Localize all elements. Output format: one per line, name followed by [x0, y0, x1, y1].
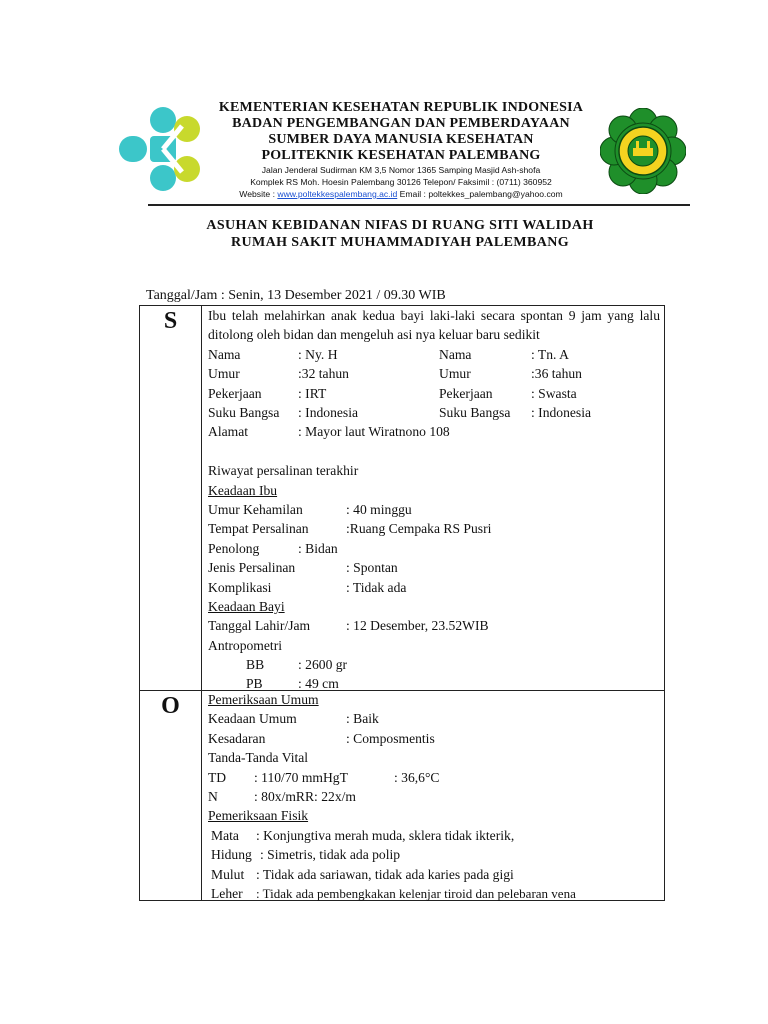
identity-row: [208, 345, 660, 364]
physical-value: : Tidak ada sariawan, tidak ada karies pada gigi: [256, 866, 514, 882]
history-title: [208, 461, 660, 480]
letterhead-line-2: BADAN PENGEMBANGAN DAN PEMBERDAYAAN: [232, 116, 570, 131]
mother-label: Komplikasi: [208, 579, 272, 595]
mother-label: Umur Kehamilan: [208, 501, 303, 517]
mother-value: :Ruang Cempaka RS Pusri: [346, 521, 492, 537]
identity-value: :36 tahun: [531, 366, 582, 382]
identity-label: Suku Bangsa: [208, 404, 280, 420]
identity-value: : Indonesia: [298, 404, 359, 420]
baby-heading: [208, 597, 660, 616]
objective-section: [208, 690, 660, 903]
letterhead-line-3: SUMBER DAYA MANUSIA KESEHATAN: [268, 132, 534, 147]
soap-table: [139, 305, 665, 901]
identity-label: Pekerjaan: [208, 385, 262, 401]
mother-label: Tempat Persalinan: [208, 521, 309, 537]
address-value: : Mayor laut Wiratnono 108: [298, 424, 450, 440]
birth-label: Tanggal Lahir/Jam: [208, 618, 311, 634]
history-title-text: Riwayat persalinan terakhir: [208, 463, 359, 479]
birth-value: : 12 Desember, 23.52WIB: [346, 618, 489, 634]
contact-line: [202, 188, 600, 200]
general-value: : Composmentis: [346, 730, 435, 746]
mother-heading-text: Keadaan Ibu: [208, 482, 278, 498]
identity-label: Umur: [208, 366, 240, 382]
column-divider: [201, 306, 202, 900]
general-row: [208, 729, 660, 748]
subjective-section: [208, 306, 660, 694]
mother-row: [208, 500, 660, 519]
mother-label: Penolong: [208, 540, 260, 556]
physical-row: [208, 826, 660, 845]
title-line-1: ASUHAN KEBIDANAN NIFAS DI RUANG SITI WALIDAH: [206, 218, 594, 233]
general-label: Kesadaran: [208, 730, 266, 746]
anthropometry-item-label: PB: [246, 676, 263, 692]
physical-value: : Simetris, tidak ada polip: [260, 847, 401, 863]
letterhead-line-1: KEMENTERIAN KESEHATAN REPUBLIK INDONESIA: [218, 100, 584, 115]
mother-value: : 40 minggu: [346, 501, 412, 517]
mother-label: Jenis Persalinan: [208, 560, 296, 576]
mother-row: [208, 578, 660, 597]
birth-row: [208, 616, 660, 635]
anthropometry-item-label: BB: [246, 657, 265, 673]
poltekkes-seal-icon: [600, 108, 686, 194]
section-letter-s: S: [163, 308, 178, 334]
identity-value: : Ny. H: [298, 346, 338, 362]
anthropometry-item-value: : 2600 gr: [298, 657, 348, 673]
address-label: Alamat: [208, 424, 249, 440]
vitals-temperature: : 36,6°C: [394, 769, 440, 785]
anthropometry-row: [208, 655, 660, 674]
identity-label: Nama: [439, 346, 472, 362]
anthropometry-label: Antropometri: [208, 637, 282, 653]
general-row: [208, 709, 660, 728]
mother-row: [208, 539, 660, 558]
mother-row: [208, 558, 660, 577]
website-link[interactable]: www.poltekkespalembang.ac.id: [277, 189, 398, 199]
identity-value: : Swasta: [531, 385, 577, 401]
letterhead: [202, 100, 600, 200]
vitals-title: [208, 748, 660, 767]
vitals-title-text: Tanda-Tanda Vital: [208, 750, 309, 766]
letterhead-line-4: POLITEKNIK KESEHATAN PALEMBANG: [261, 148, 541, 163]
physical-row: [208, 884, 660, 903]
identity-value: : Tn. A: [531, 346, 569, 362]
physical-row: [208, 845, 660, 864]
physical-label: Hidung: [211, 847, 252, 863]
identity-row: [208, 364, 660, 383]
vitals-row: [208, 787, 660, 806]
blank-row: [208, 442, 660, 461]
email-label: Email :: [397, 189, 429, 199]
identity-value: : IRT: [298, 385, 327, 401]
anthropometry-item-value: : 49 cm: [298, 676, 339, 692]
header-divider: [148, 204, 690, 206]
mother-row: [208, 519, 660, 538]
chief-complaint: Ibu telah melahirkan anak kedua bayi laki-laki secara spontan 9 jam yang lalu ditolong oleh bidan dan mengeluh asi nya keluar baru sedikit: [208, 308, 660, 343]
address-line-2: Komplek RS Moh. Hoesin Palembang 30126 Telepon/ Faksimil : (0711) 360952: [250, 177, 552, 187]
mother-heading: [208, 481, 660, 500]
physical-label: Leher: [211, 885, 243, 901]
identity-value: :32 tahun: [298, 366, 349, 382]
section-letter-o: O: [161, 693, 180, 719]
vitals-value: : 110/70 mmHgT: [254, 769, 348, 785]
identity-row: [208, 384, 660, 403]
vitals-value: : 80x/mRR: 22x/m: [254, 788, 356, 804]
general-label: Keadaan Umum: [208, 711, 297, 727]
website-label: Website :: [239, 189, 278, 199]
baby-heading-text: Keadaan Bayi: [208, 598, 285, 614]
date-time-line: Tanggal/Jam : Senin, 13 Desember 2021 / 09.30 WIB: [146, 288, 446, 303]
email-address: poltekkes_palembang@yahoo.com: [428, 189, 563, 199]
general-value: : Baik: [346, 711, 379, 727]
physical-heading-text: Pemeriksaan Fisik: [208, 808, 309, 824]
anthropometry-title: [208, 636, 660, 655]
mother-value: : Spontan: [346, 560, 398, 576]
address-line-1: Jalan Jenderal Sudirman KM 3,5 Nomor 1365 Samping Masjid Ash-shofa: [261, 165, 541, 175]
title-line-2: RUMAH SAKIT MUHAMMADIYAH PALEMBANG: [230, 235, 570, 250]
address-row: [208, 422, 660, 441]
physical-label: Mulut: [211, 866, 245, 882]
identity-label: Nama: [208, 346, 241, 362]
physical-value: : Tidak ada pembengkakan kelenjar tiroid dan pelebaran vena: [256, 885, 576, 901]
general-heading: [208, 690, 660, 709]
physical-label: Mata: [211, 827, 239, 843]
identity-label: Umur: [439, 366, 471, 382]
identity-label: Suku Bangsa: [439, 404, 511, 420]
document-title: [140, 217, 660, 251]
vitals-label: N: [208, 788, 218, 804]
vitals-row: [208, 768, 660, 787]
identity-label: Pekerjaan: [439, 385, 493, 401]
vitals-label: TD: [208, 769, 227, 785]
identity-value: : Indonesia: [531, 404, 592, 420]
general-heading-text: Pemeriksaan Umum: [208, 692, 319, 707]
mother-value: : Bidan: [298, 540, 338, 556]
identity-row: [208, 403, 660, 422]
mother-value: : Tidak ada: [346, 579, 407, 595]
physical-heading: [208, 806, 660, 825]
physical-value: : Konjungtiva merah muda, sklera tidak ikterik,: [256, 827, 515, 843]
physical-row: [208, 865, 660, 884]
kemenkes-logo-icon: [116, 106, 202, 192]
